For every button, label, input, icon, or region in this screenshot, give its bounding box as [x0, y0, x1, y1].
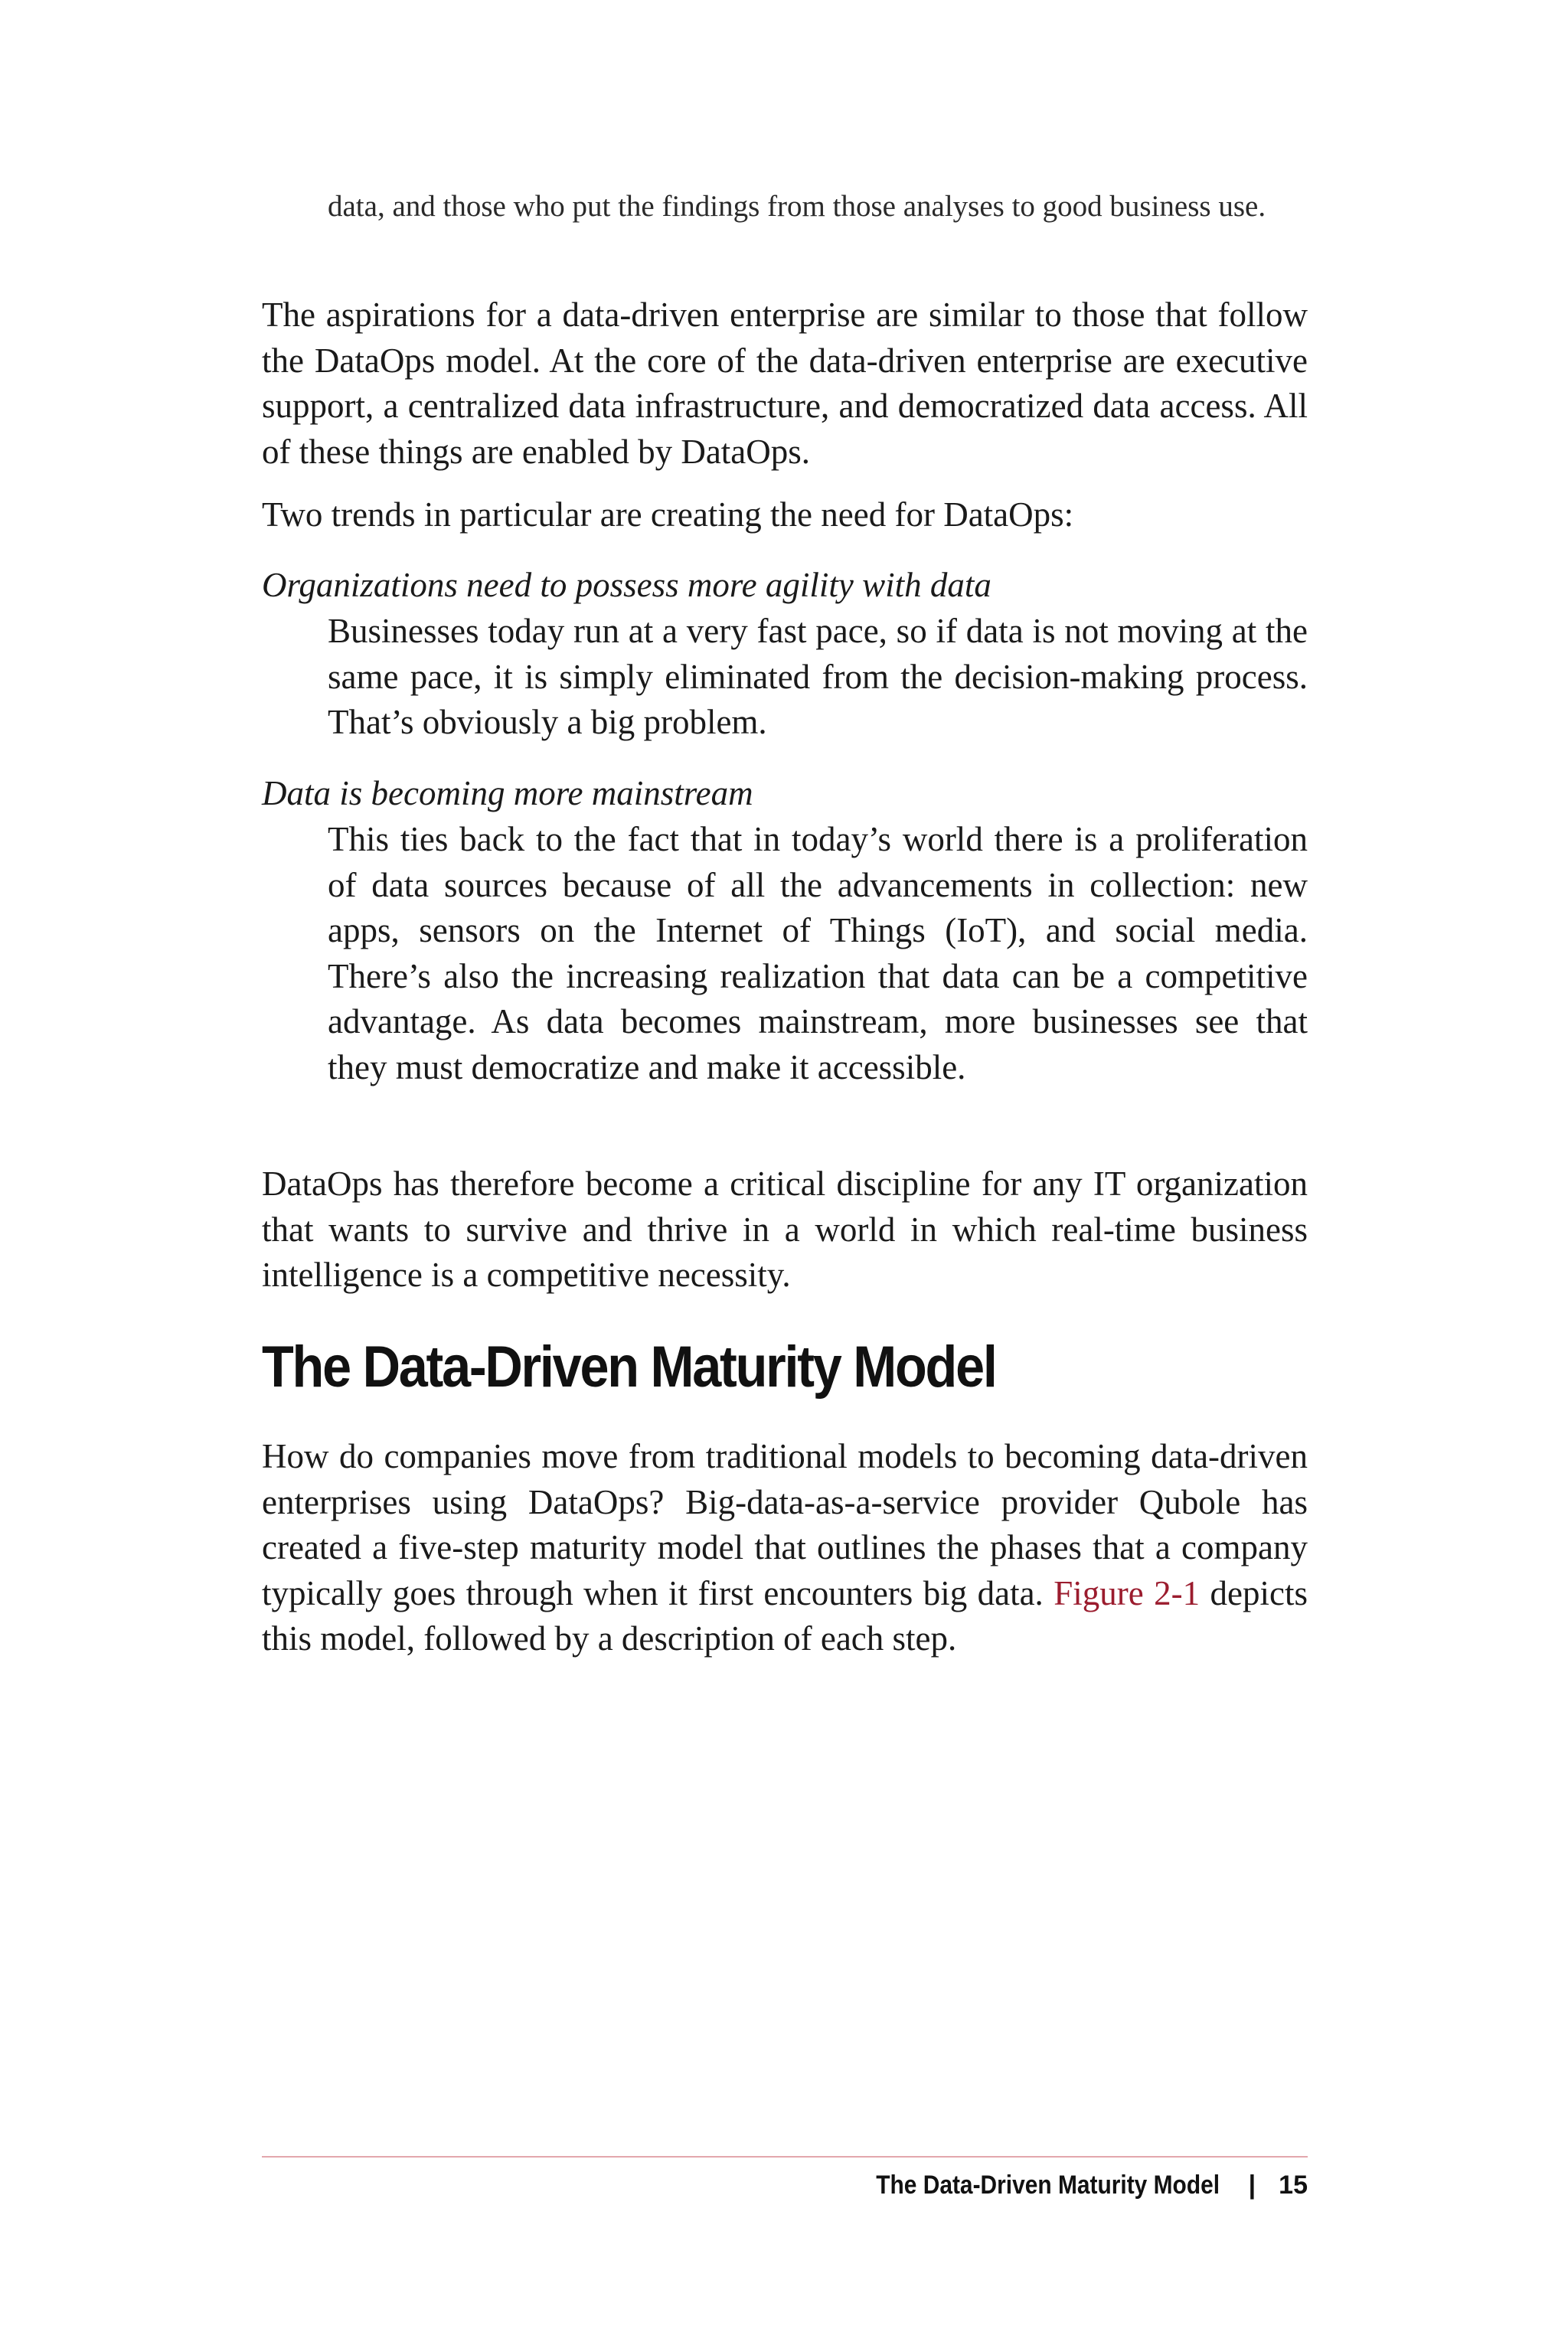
page-footer [829, 2164, 1308, 2207]
section-heading: The Data-Driven Maturity Model [262, 1334, 996, 1400]
aspirations-paragraph: The aspirations for a data-driven enterprise are similar to those that follow the DataOps model. At the core of the data-driven enterprise are executive support, a centralized data infrastructure, and democratized data access. All of these things are enabled by DataOps. [262, 296, 1308, 471]
section-body-text-start: How do companies move from traditional models to becoming data-driven enterprises using DataOps? Big-data-as-a-service provider Qubole has created a five-step maturity model that outlines the phases that a company typically goes through when it first encounters big data. [262, 1437, 1308, 1612]
trend-term-mainstream: Data is becoming more mainstream [262, 774, 753, 812]
page-number: 15 [1279, 2170, 1308, 2200]
figure-reference-link[interactable]: Figure 2-1 [1054, 1573, 1200, 1612]
section-body-text-end: depicts this model, followed by a description of each step. [262, 1573, 1308, 1658]
book-page [262, 0, 1308, 2352]
trend-term-agility: Organizations need to possess more agility with data [262, 566, 991, 604]
carryover-paragraph: data, and those who put the findings from those analyses to good business use. [328, 190, 1266, 223]
trends-intro-paragraph: Two trends in particular are creating the need for DataOps: [262, 495, 1074, 534]
footer-separator: | [1248, 2170, 1256, 2200]
running-title: The Data-Driven Maturity Model [875, 2170, 1220, 2200]
section-body-paragraph [262, 1434, 1308, 1662]
conclusion-paragraph: DataOps has therefore become a critical discipline for any IT organization that wants to survive and thrive in a world in which real-time business intelligence is a competitive necessity. [262, 1165, 1308, 1294]
trend-definition-mainstream: This ties back to the fact that in today’s world there is a proliferation of data sources because of all the advancements in collection: new apps, sensors on the Internet of Things (IoT), and social media. There’s also the increasing realization that data can be a competitive advantage. As data becomes mainstream, more businesses see that they must democratize and make it accessible. [328, 820, 1308, 1086]
trend-definition-agility: Businesses today run at a very fast pace, so if data is not moving at the same pace, it is simply eliminated from the decision-making process. That’s obviously a big problem. [328, 612, 1308, 741]
footer-divider [262, 2156, 1308, 2158]
